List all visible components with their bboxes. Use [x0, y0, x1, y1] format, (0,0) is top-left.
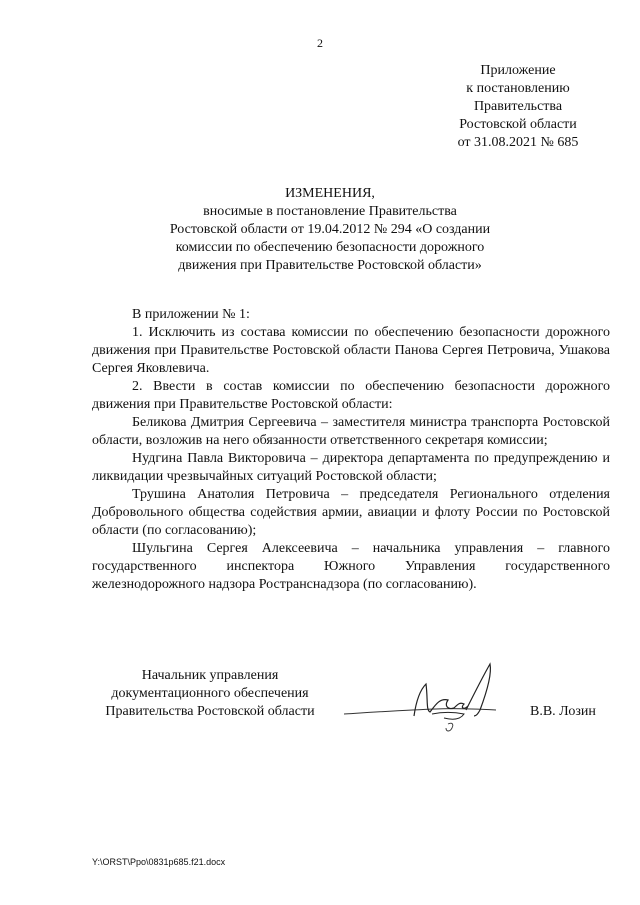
appendix-line: от 31.08.2021 № 685 [457, 135, 579, 150]
signer-name: В.В. Лозин [530, 704, 596, 719]
title-line: движения при Правительстве Ростовской области» [178, 258, 482, 273]
appendix-line: к постановлению [466, 81, 570, 96]
signer-position-line: документационного обеспечения [111, 686, 309, 701]
appendix-line: Правительства [473, 99, 563, 114]
signer-position-line: Начальник управления [141, 668, 279, 683]
title-line: вносимые в постановление Правительства [203, 204, 457, 219]
page-number: 2 [317, 36, 323, 50]
body-paragraph: Трушина Анатолия Петровича – председателя Регионального отделения Добровольного общества содействия армии, авиации и флоту России по Ростовской области (по согласованию); [92, 487, 610, 538]
body-paragraph: 1. Исключить из состава комиссии по обеспечению безопасности дорожного движения при Правительстве Ростовской области Панова Сергея Петровича, Ушакова Сергея Яковлевича. [92, 325, 610, 376]
signer-position-line: Правительства Ростовской области [105, 704, 315, 719]
title-heading: ИЗМЕНЕНИЯ, [285, 186, 375, 201]
title-line: комиссии по обеспечению безопасности дорожного [175, 240, 485, 255]
file-path: Y:\ORST\Ppo\0831p685.f21.docx [92, 857, 226, 867]
appendix-line: Приложение [480, 63, 556, 78]
appendix-line: Ростовской области [459, 117, 577, 132]
signer-position [80, 667, 340, 721]
body-paragraph: Беликова Дмитрия Сергеевича – заместителя министра транспорта Ростовской области, возложив на него обязанности ответственного секретаря комиссии; [92, 415, 610, 448]
body-intro: В приложении № 1: [132, 307, 250, 322]
body-paragraph: Шульгина Сергея Алексеевича – начальника управления – главного государственного инспектора Южного Управления государственного железнодорожного надзора Ространснадзора (по согласованию). [92, 541, 610, 592]
handwritten-signature [336, 654, 516, 736]
appendix-block [448, 62, 588, 152]
body-paragraph: 2. Ввести в состав комиссии по обеспечению безопасности дорожного движения при Правительстве Ростовской области: [92, 379, 610, 412]
document-title [140, 185, 520, 275]
document-body [92, 306, 610, 594]
title-line: Ростовской области от 19.04.2012 № 294 «О создании [169, 222, 491, 237]
body-paragraph: Нудгина Павла Викторовича – директора департамента по предупреждению и ликвидации чрезвычайных ситуаций Ростовской области; [92, 451, 610, 484]
